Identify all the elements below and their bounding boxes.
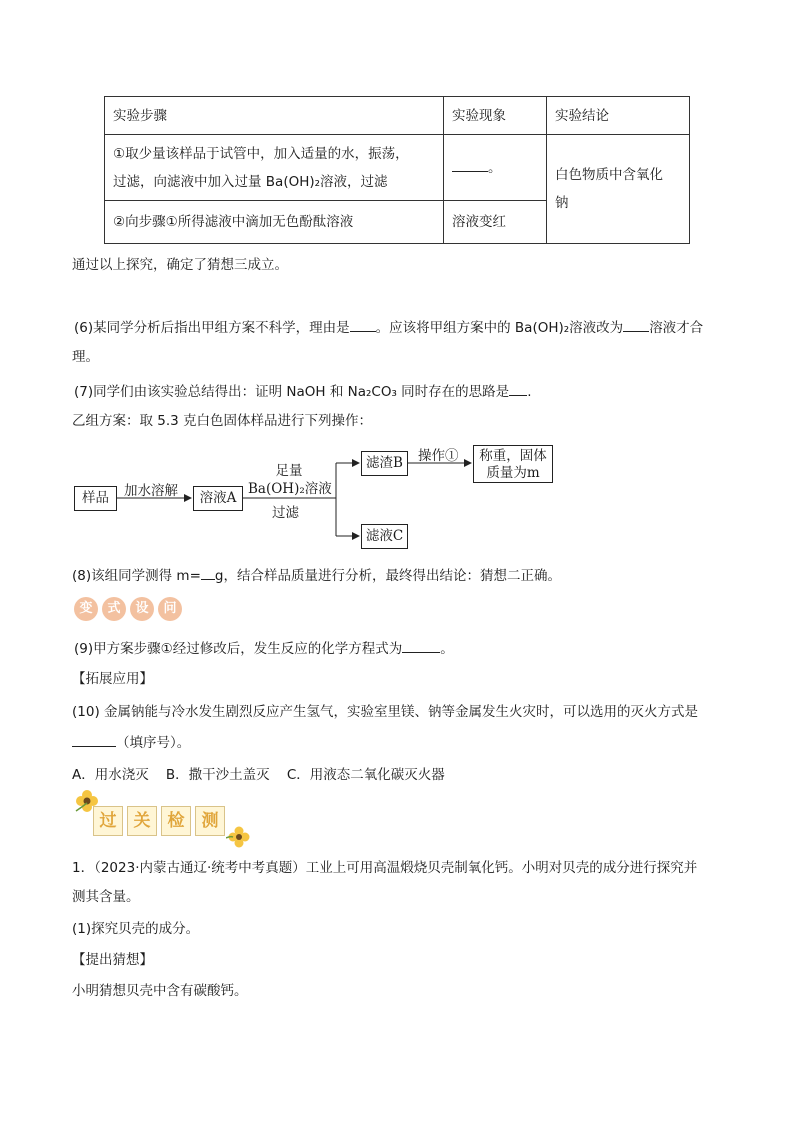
answer-blank[interactable] bbox=[72, 732, 116, 747]
flow-box-filtrate-c: 滤液C bbox=[361, 524, 408, 549]
question-9: (9)甲方案步骤①经过修改后，发生反应的化学方程式为 。 bbox=[74, 637, 454, 657]
table-row2-phenomenon: 溶液变红 bbox=[444, 201, 547, 244]
table-header-conclusion: 实验结论 bbox=[547, 97, 690, 135]
flow-label-reagent: 足量 Ba(OH)₂溶液 bbox=[248, 463, 332, 497]
question-10: (10) 金属钠能与冷水发生剧烈反应产生氢气，实验室里镁、钠等金属发生火灾时，可以选用的灭火方式是 bbox=[72, 704, 699, 720]
flow-box-sample: 样品 bbox=[74, 486, 117, 511]
flow-box-residue-b: 滤渣B bbox=[361, 451, 408, 476]
flow-label-operation: 操作① bbox=[418, 448, 459, 464]
answer-blank[interactable] bbox=[201, 565, 215, 580]
checkpoint-test-badge: 过 关 检 测 bbox=[93, 806, 229, 836]
answer-blank[interactable] bbox=[402, 638, 440, 653]
table-row1-phenomenon: 。 bbox=[444, 135, 547, 201]
question-10-options: A．用水浇灭 B．撒干沙土盖灭 C．用液态二氧化碳灭火器 bbox=[72, 767, 445, 783]
flow-box-weigh: 称重，固体 质量为m bbox=[473, 445, 553, 483]
problem-1-line2: 测其含量。 bbox=[72, 889, 140, 905]
table-row1-step: ①取少量该样品于试管中，加入适量的水，振荡， 过滤，向滤液中加入过量 Ba(OH)₂溶液，过滤 bbox=[105, 135, 444, 201]
flow-label-filter: 过滤 bbox=[272, 505, 299, 521]
variant-questions-badge: 变 式 设 问 bbox=[74, 597, 186, 621]
yi-plan-text: 乙组方案：取 5.3 克白色固体样品进行下列操作： bbox=[72, 413, 373, 429]
table-conclusion: 白色物质中含氧化 钠 bbox=[547, 135, 690, 244]
answer-blank[interactable] bbox=[509, 381, 527, 396]
answer-blank[interactable] bbox=[452, 157, 488, 172]
flow-label-dissolve: 加水溶解 bbox=[124, 483, 178, 499]
answer-blank[interactable] bbox=[623, 317, 649, 332]
extension-heading: 【拓展应用】 bbox=[72, 671, 153, 687]
problem-1: 1．（2023·内蒙古通辽·统考中考真题）工业上可用高温煅烧贝壳制氧化钙。小明对贝壳的成分进行探究并 bbox=[72, 860, 698, 876]
answer-blank[interactable] bbox=[350, 317, 376, 332]
experiment-table bbox=[104, 96, 690, 244]
problem-1-question-1: (1)探究贝壳的成分。 bbox=[72, 921, 200, 937]
flow-box-solution-a: 溶液A bbox=[193, 486, 243, 511]
question-10-line2: （填序号）。 bbox=[72, 731, 190, 751]
table-header-step: 实验步骤 bbox=[105, 97, 444, 135]
question-6-line2: 理。 bbox=[72, 349, 99, 365]
hypothesis-heading: 【提出猜想】 bbox=[72, 952, 153, 968]
question-6: (6)某同学分析后指出甲组方案不科学，理由是 。应该将甲组方案中的 Ba(OH)₂溶液改为 溶液才合 bbox=[74, 316, 703, 336]
after-table-text: 通过以上探究，确定了猜想三成立。 bbox=[72, 257, 288, 273]
flower-icon bbox=[226, 826, 252, 852]
question-8: (8)该组同学测得 m= g，结合样品质量进行分析，最终得出结论：猜想二正确。 bbox=[72, 564, 561, 584]
table-header-phenomenon: 实验现象 bbox=[444, 97, 547, 135]
question-7: (7)同学们由该实验总结得出：证明 NaOH 和 Na₂CO₃ 同时存在的思路是 . bbox=[74, 380, 531, 400]
hypothesis-text: 小明猜想贝壳中含有碳酸钙。 bbox=[72, 983, 248, 999]
table-row2-step: ②向步骤①所得滤液中滴加无色酚酞溶液 bbox=[105, 201, 444, 244]
